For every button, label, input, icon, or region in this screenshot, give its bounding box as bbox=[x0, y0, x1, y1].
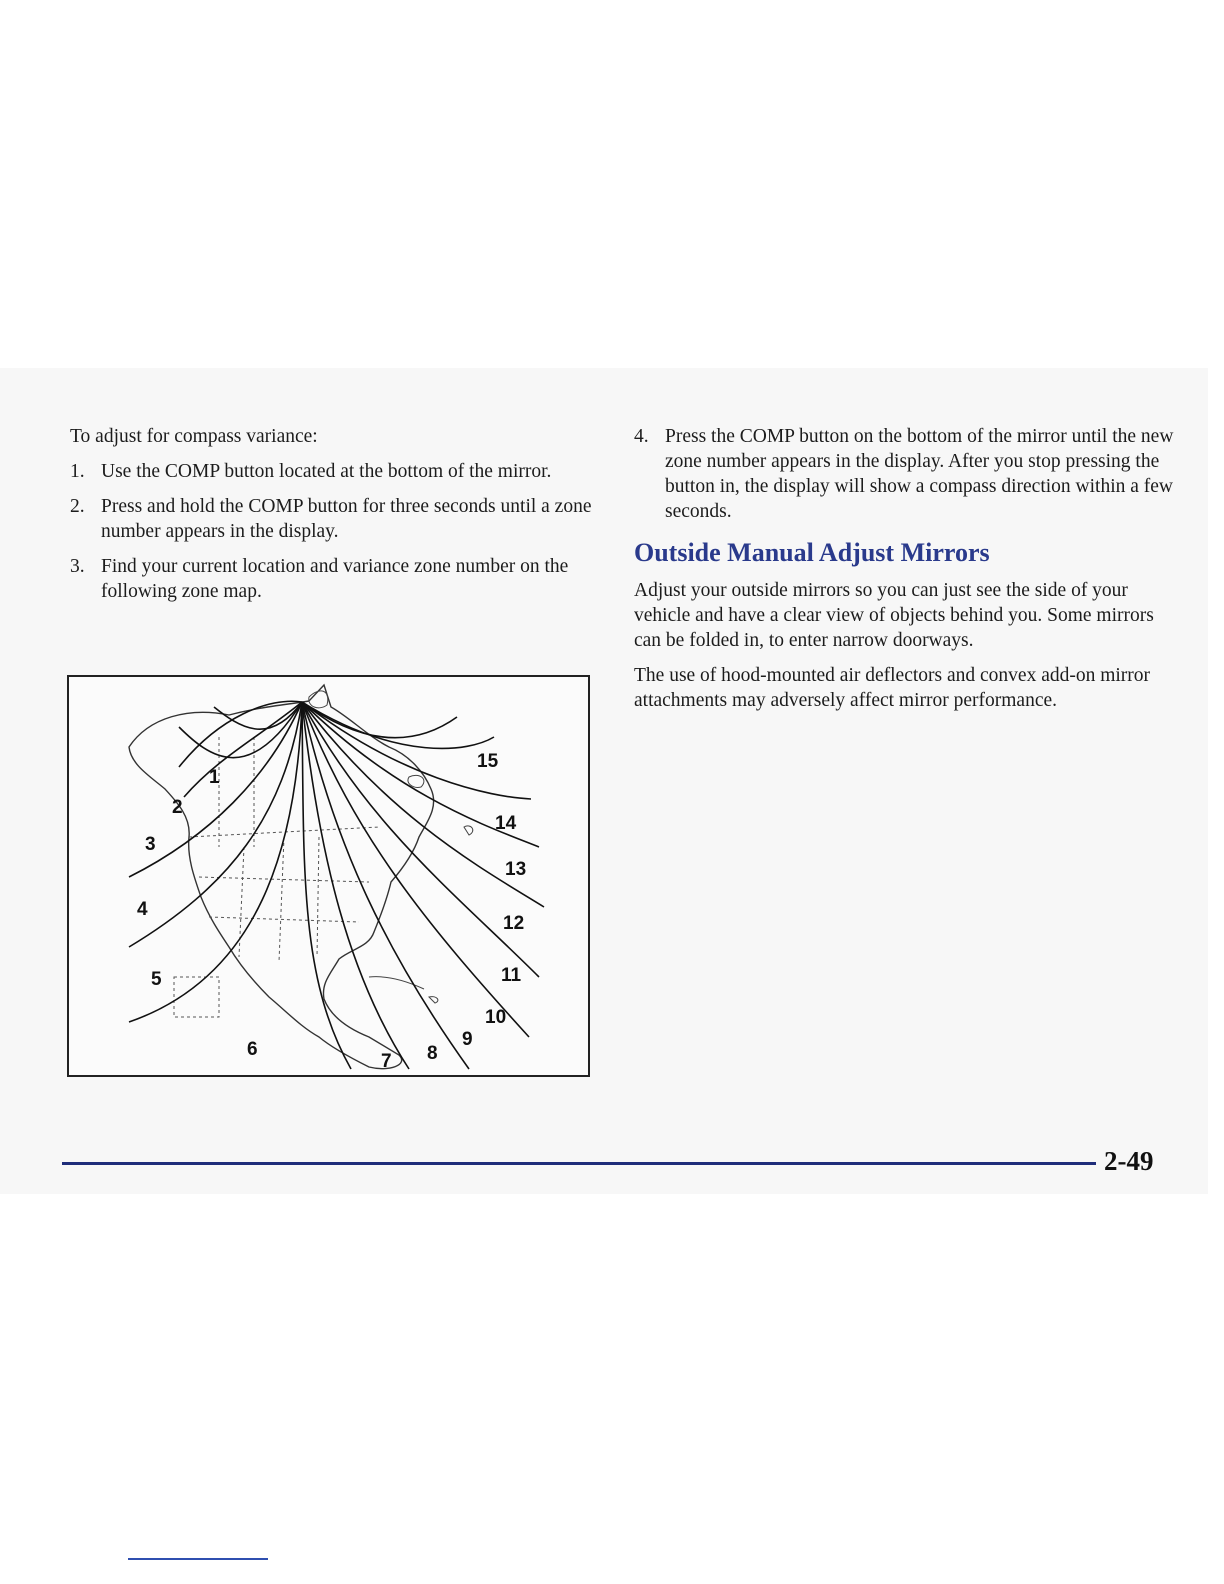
zone-label-2: 2 bbox=[172, 797, 183, 818]
footer-mark bbox=[128, 1558, 268, 1560]
zone-label-5: 5 bbox=[151, 969, 162, 990]
intro-text: To adjust for compass variance: bbox=[70, 426, 318, 447]
page-number: 2-49 bbox=[1104, 1146, 1154, 1176]
step-4 bbox=[634, 424, 1174, 524]
left-column bbox=[70, 424, 600, 614]
zone-label-7: 7 bbox=[381, 1051, 392, 1072]
zone-label-9: 9 bbox=[462, 1029, 473, 1050]
zone-label-6: 6 bbox=[247, 1039, 258, 1060]
step-number: 4. bbox=[634, 426, 649, 447]
step-2 bbox=[70, 494, 600, 544]
step-number: 1. bbox=[70, 461, 85, 482]
zone-label-8: 8 bbox=[427, 1043, 438, 1064]
step-number: 3. bbox=[70, 556, 85, 577]
zone-label-1: 1 bbox=[209, 767, 220, 788]
compass-zone-map bbox=[67, 675, 590, 1077]
zone-map-drawing bbox=[69, 677, 588, 1075]
footer-rule bbox=[62, 1162, 1096, 1165]
step-number: 2. bbox=[70, 496, 85, 517]
border-lines bbox=[174, 737, 379, 1017]
zone-label-15: 15 bbox=[477, 751, 499, 772]
step-3 bbox=[70, 554, 600, 604]
mirror-paragraph-2: The use of hood-mounted air deflectors and convex add-on mirror attachments may adversely affect mirror performance. bbox=[634, 665, 1151, 711]
zone-label-10: 10 bbox=[485, 1007, 507, 1028]
right-column bbox=[634, 424, 1174, 723]
step-text: Press and hold the COMP button for three seconds until a zone number appears in the display. bbox=[101, 496, 592, 542]
zone-label-11: 11 bbox=[501, 965, 522, 986]
zone-label-13: 13 bbox=[505, 859, 527, 880]
section-heading: Outside Manual Adjust Mirrors bbox=[634, 538, 990, 567]
step-text: Use the COMP button located at the bottom of the mirror. bbox=[101, 461, 552, 482]
zone-label-4: 4 bbox=[137, 899, 148, 920]
zone-label-3: 3 bbox=[145, 834, 156, 855]
zone-label-14: 14 bbox=[495, 813, 517, 834]
step-1 bbox=[70, 459, 600, 484]
mirror-paragraph-1: Adjust your outside mirrors so you can just see the side of your vehicle and have a clear view of objects behind you. Some mirrors can be folded in, to enter narrow doorways. bbox=[634, 580, 1154, 651]
step-text: Find your current location and variance zone number on the following zone map. bbox=[101, 556, 569, 602]
step-text: Press the COMP button on the bottom of the mirror until the new zone number appears in the display. After you stop pressing the button in, the display will show a compass direction within a few seconds. bbox=[665, 426, 1174, 522]
zone-label-12: 12 bbox=[503, 913, 525, 934]
